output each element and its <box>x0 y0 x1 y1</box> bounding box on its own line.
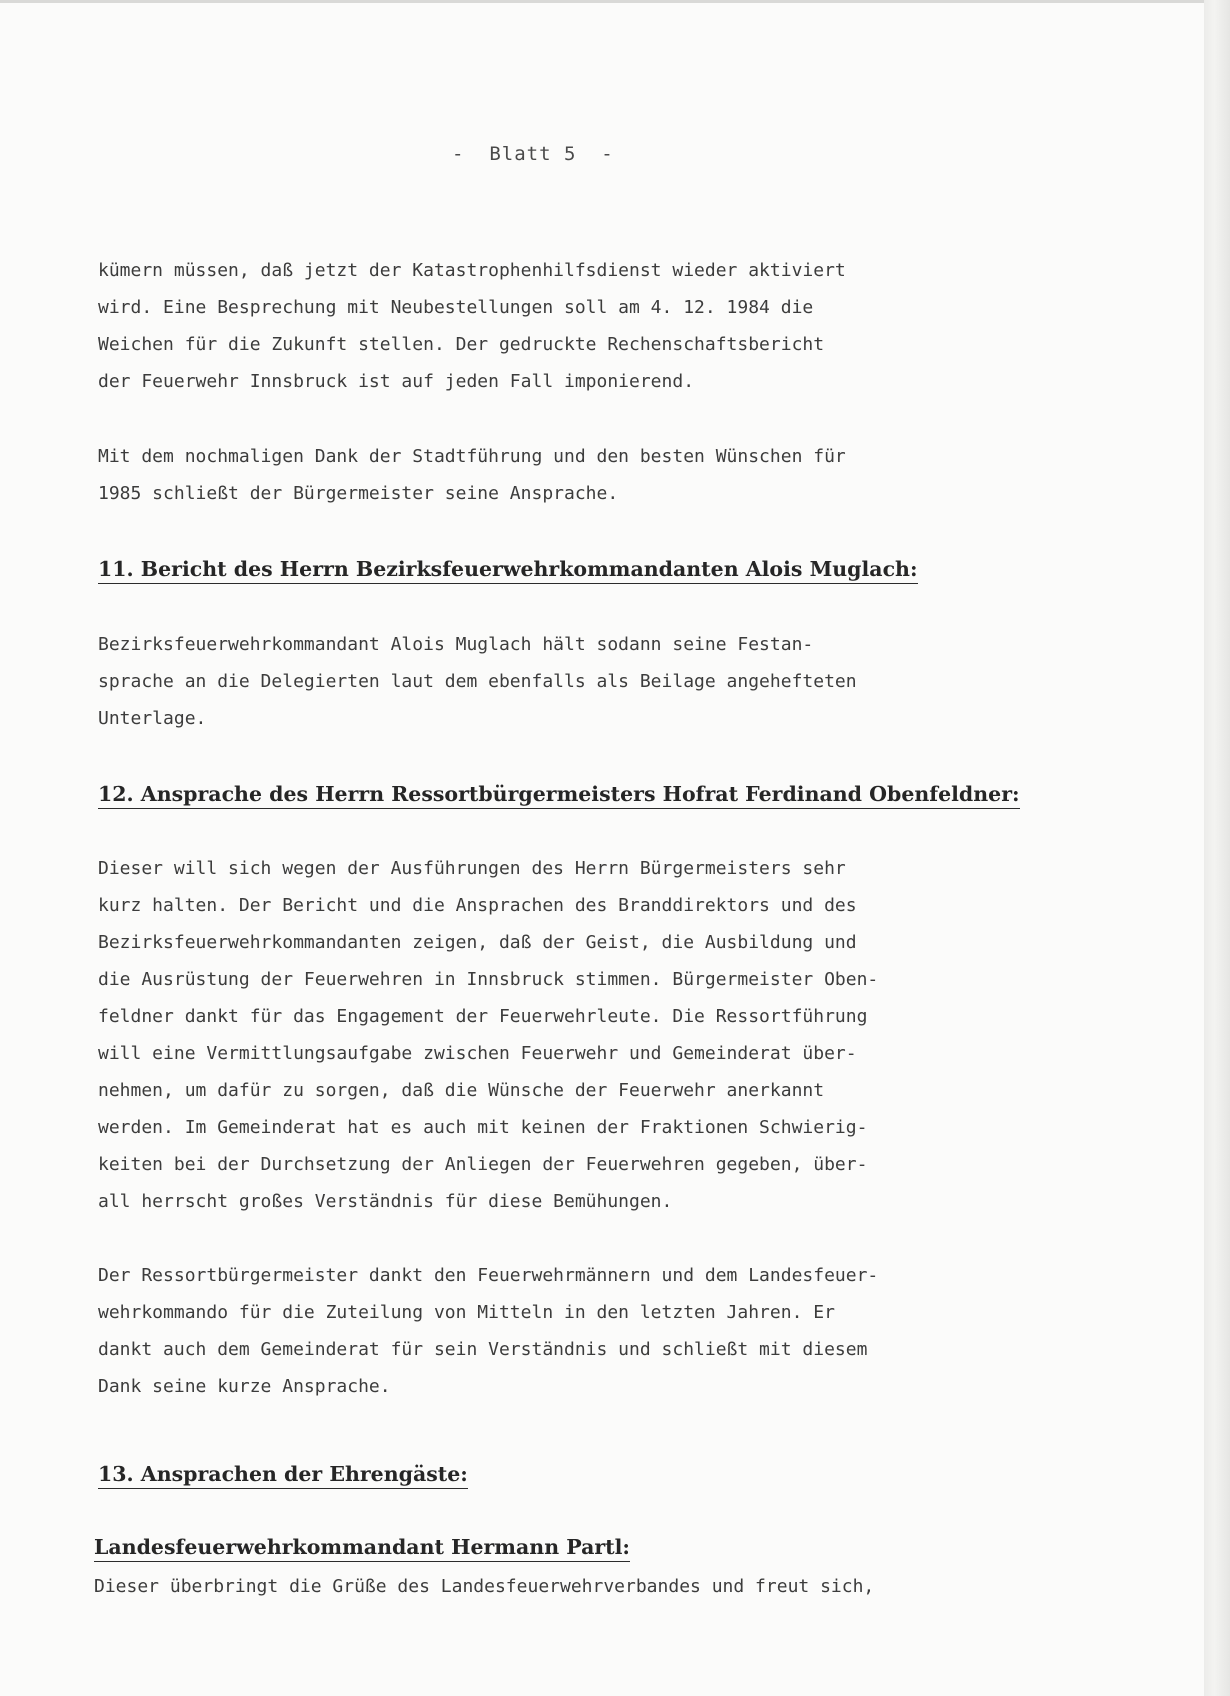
text-line: Weichen für die Zukunft stellen. Der gedruckte Rechenschaftsbericht <box>98 334 825 355</box>
heading-12-speech: 12. Ansprache des Herrn Ressortbürgermeisters Hofrat Ferdinand Obenfeldner: <box>98 781 1020 809</box>
heading-11-report: 11. Bericht des Herrn Bezirksfeuerwehrkommandanten Alois Muglach: <box>98 556 918 584</box>
text-line: Der Ressortbürgermeister dankt den Feuerwehrmännern und dem Landesfeuer- <box>98 1265 879 1286</box>
text-line: dankt auch dem Gemeinderat für sein Verständnis und schließt mit diesem <box>98 1339 868 1360</box>
subheading-partl: Landesfeuerwehrkommandant Hermann Partl: <box>94 1534 630 1562</box>
paragraph-muglach-speech <box>98 626 978 737</box>
text-line: kurz halten. Der Bericht und die Ansprachen des Branddirektors und des <box>98 895 857 916</box>
page-edge <box>1204 0 1230 1696</box>
text-line: Bezirksfeuerwehrkommandant Alois Muglach hält sodann seine Festan- <box>98 634 814 655</box>
text-line: Dieser will sich wegen der Ausführungen des Herrn Bürgermeisters sehr <box>98 858 846 879</box>
paragraph-obenfeldner-speech <box>98 850 998 1220</box>
text-line: Dieser überbringt die Grüße des Landesfeuerwehrverbandes und freut sich, <box>94 1576 875 1597</box>
paragraph-catastrophe-service <box>98 252 978 400</box>
text-line: Bezirksfeuerwehrkommandanten zeigen, daß der Geist, die Ausbildung und <box>98 932 857 953</box>
paragraph-closing-thanks <box>98 438 978 512</box>
page-number: - Blatt 5 - <box>452 143 614 165</box>
text-line: 1985 schließt der Bürgermeister seine Ansprache. <box>98 483 619 504</box>
text-line: Dank seine kurze Ansprache. <box>98 1376 391 1397</box>
paragraph-partl-greeting <box>94 1568 994 1605</box>
text-line: nehmen, um dafür zu sorgen, daß die Wünsche der Feuerwehr anerkannt <box>98 1080 825 1101</box>
text-line: werden. Im Gemeinderat hat es auch mit keinen der Fraktionen Schwierig- <box>98 1117 868 1138</box>
text-line: wird. Eine Besprechung mit Neubestellungen soll am 4. 12. 1984 die <box>98 297 814 318</box>
text-line: keiten bei der Durchsetzung der Anliegen der Feuerwehren gegeben, über- <box>98 1154 868 1175</box>
text-line: der Feuerwehr Innsbruck ist auf jeden Fall imponierend. <box>98 371 695 392</box>
text-line: kümern müssen, daß jetzt der Katastrophenhilfsdienst wieder aktiviert <box>98 260 846 281</box>
text-line: all herrscht großes Verständnis für diese Bemühungen. <box>98 1191 673 1212</box>
text-line: Unterlage. <box>98 708 207 729</box>
paragraph-ressort-thanks <box>98 1257 998 1405</box>
text-line: sprache an die Delegierten laut dem ebenfalls als Beilage angehefteten <box>98 671 857 692</box>
heading-13-guest-speeches: 13. Ansprachen der Ehrengäste: <box>98 1461 468 1489</box>
text-line: will eine Vermittlungsaufgabe zwischen Feuerwehr und Gemeinderat über- <box>98 1043 857 1064</box>
text-line: die Ausrüstung der Feuerwehren in Innsbruck stimmen. Bürgermeister Oben- <box>98 969 879 990</box>
text-line: feldner dankt für das Engagement der Feuerwehrleute. Die Ressortführung <box>98 1006 868 1027</box>
text-line: Mit dem nochmaligen Dank der Stadtführung und den besten Wünschen für <box>98 446 846 467</box>
text-line: wehrkommando für die Zuteilung von Mitteln in den letzten Jahren. Er <box>98 1302 835 1323</box>
